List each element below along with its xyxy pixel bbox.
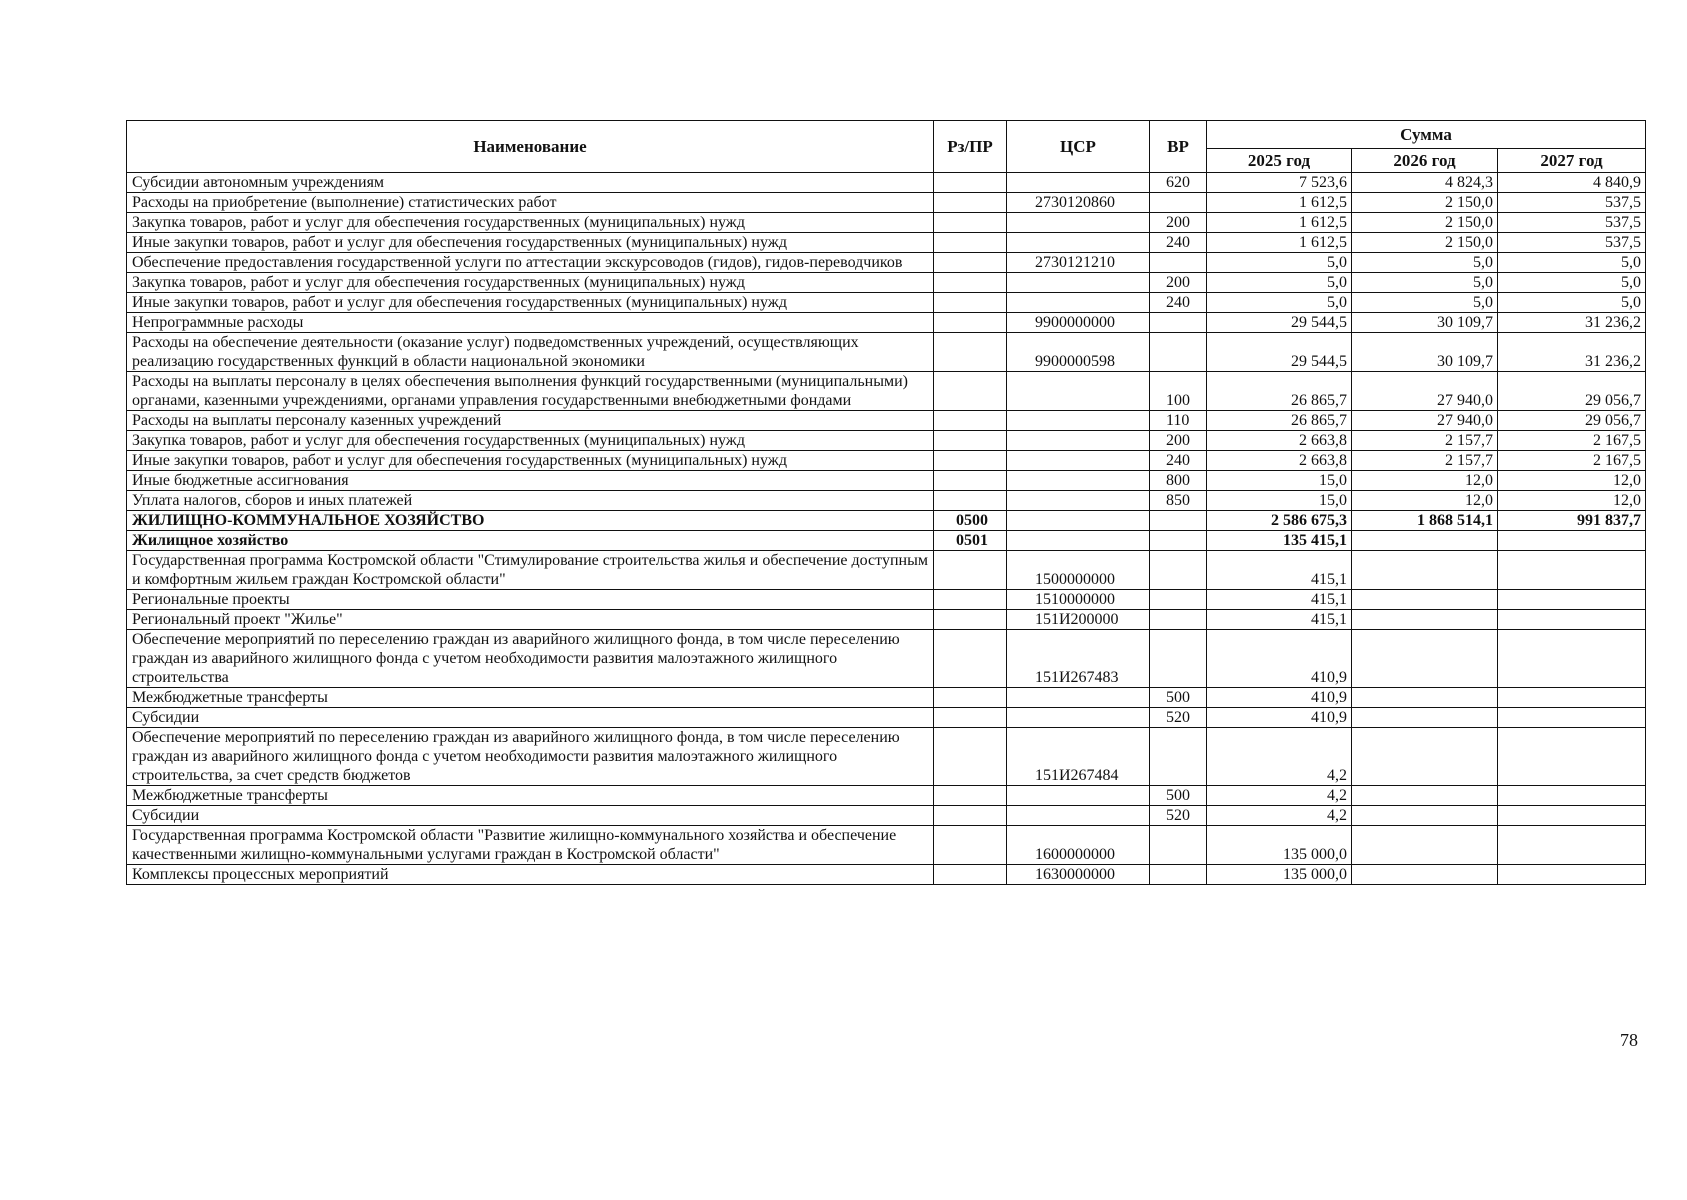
cell-2026 [1352, 806, 1498, 826]
cell-rzpr [934, 333, 1007, 372]
cell-rzpr [934, 193, 1007, 213]
cell-2027 [1498, 728, 1646, 786]
cell-name: Обеспечение мероприятий по переселению граждан из аварийного жилищного фонда, в том числе переселению граждан из аварийного жилищного фонда с учетом необходимости развития малоэтажного жилищного строительства [127, 630, 934, 688]
cell-2025: 1 612,5 [1207, 233, 1352, 253]
cell-name: Обеспечение предоставления государственной услуги по аттестации экскурсоводов (гидов), гидов-переводчиков [127, 253, 934, 273]
cell-2025: 5,0 [1207, 253, 1352, 273]
cell-csr [1007, 293, 1150, 313]
cell-2025: 4,2 [1207, 806, 1352, 826]
cell-2026 [1352, 551, 1498, 590]
page-number: 78 [1620, 1030, 1638, 1050]
cell-rzpr [934, 630, 1007, 688]
cell-name: Субсидии автономным учреждениям [127, 173, 934, 193]
cell-vr [1150, 193, 1207, 213]
cell-2027: 5,0 [1498, 253, 1646, 273]
cell-2026 [1352, 708, 1498, 728]
cell-2026: 30 109,7 [1352, 333, 1498, 372]
cell-2027 [1498, 630, 1646, 688]
cell-2025: 135 000,0 [1207, 865, 1352, 885]
cell-name: Комплексы процессных мероприятий [127, 865, 934, 885]
table-row [127, 273, 1646, 293]
table-row [127, 213, 1646, 233]
table-row [127, 333, 1646, 372]
cell-vr: 520 [1150, 806, 1207, 826]
cell-name: Региональный проект "Жилье" [127, 610, 934, 630]
cell-2025: 29 544,5 [1207, 313, 1352, 333]
cell-2025: 410,9 [1207, 708, 1352, 728]
cell-name: Иные бюджетные ассигнования [127, 471, 934, 491]
cell-2027 [1498, 708, 1646, 728]
cell-rzpr [934, 173, 1007, 193]
cell-rzpr [934, 688, 1007, 708]
table-row [127, 806, 1646, 826]
cell-2026: 27 940,0 [1352, 372, 1498, 411]
table-row [127, 590, 1646, 610]
cell-2027 [1498, 865, 1646, 885]
cell-2027: 537,5 [1498, 233, 1646, 253]
cell-2025: 415,1 [1207, 551, 1352, 590]
table-body [127, 173, 1646, 885]
table-row [127, 728, 1646, 786]
cell-2026: 2 157,7 [1352, 431, 1498, 451]
cell-name: ЖИЛИЩНО-КОММУНАЛЬНОЕ ХОЗЯЙСТВО [127, 511, 934, 531]
table-row [127, 491, 1646, 511]
cell-name: Государственная программа Костромской области "Стимулирование строительства жилья и обеспечение доступным и комфортным жильем граждан Костромской области" [127, 551, 934, 590]
cell-csr [1007, 431, 1150, 451]
cell-rzpr [934, 551, 1007, 590]
cell-2026: 2 150,0 [1352, 233, 1498, 253]
table-row [127, 688, 1646, 708]
cell-2027: 29 056,7 [1498, 372, 1646, 411]
cell-name: Региональные проекты [127, 590, 934, 610]
cell-vr: 850 [1150, 491, 1207, 511]
cell-rzpr [934, 233, 1007, 253]
table-row [127, 511, 1646, 531]
cell-vr [1150, 511, 1207, 531]
cell-name: Закупка товаров, работ и услуг для обеспечения государственных (муниципальных) нужд [127, 213, 934, 233]
cell-csr [1007, 688, 1150, 708]
cell-name: Закупка товаров, работ и услуг для обеспечения государственных (муниципальных) нужд [127, 273, 934, 293]
cell-rzpr [934, 293, 1007, 313]
cell-2026 [1352, 531, 1498, 551]
cell-csr [1007, 531, 1150, 551]
cell-2027: 2 167,5 [1498, 451, 1646, 471]
cell-name: Непрограммные расходы [127, 313, 934, 333]
cell-2025: 1 612,5 [1207, 213, 1352, 233]
cell-2027: 991 837,7 [1498, 511, 1646, 531]
cell-name: Субсидии [127, 708, 934, 728]
cell-vr: 200 [1150, 273, 1207, 293]
cell-rzpr: 0500 [934, 511, 1007, 531]
table-row [127, 826, 1646, 865]
table-row [127, 471, 1646, 491]
cell-2026: 2 157,7 [1352, 451, 1498, 471]
cell-rzpr [934, 431, 1007, 451]
cell-2027 [1498, 590, 1646, 610]
cell-rzpr [934, 590, 1007, 610]
cell-rzpr [934, 451, 1007, 471]
cell-csr [1007, 451, 1150, 471]
cell-vr [1150, 610, 1207, 630]
table-row [127, 610, 1646, 630]
cell-rzpr [934, 273, 1007, 293]
cell-name: Жилищное хозяйство [127, 531, 934, 551]
cell-2025: 5,0 [1207, 273, 1352, 293]
table-row [127, 173, 1646, 193]
cell-rzpr [934, 213, 1007, 233]
cell-csr: 151И267483 [1007, 630, 1150, 688]
cell-rzpr: 0501 [934, 531, 1007, 551]
cell-2027 [1498, 551, 1646, 590]
cell-csr [1007, 786, 1150, 806]
table-row [127, 313, 1646, 333]
cell-2026 [1352, 728, 1498, 786]
cell-rzpr [934, 313, 1007, 333]
table-row [127, 193, 1646, 213]
cell-2025: 410,9 [1207, 688, 1352, 708]
cell-rzpr [934, 610, 1007, 630]
cell-2026: 30 109,7 [1352, 313, 1498, 333]
cell-2027: 31 236,2 [1498, 313, 1646, 333]
cell-vr: 240 [1150, 451, 1207, 471]
cell-2026 [1352, 826, 1498, 865]
cell-vr: 520 [1150, 708, 1207, 728]
cell-vr: 110 [1150, 411, 1207, 431]
cell-2026: 2 150,0 [1352, 213, 1498, 233]
cell-2026: 12,0 [1352, 471, 1498, 491]
cell-vr [1150, 531, 1207, 551]
header-year-2027: 2027 год [1498, 149, 1646, 173]
cell-csr [1007, 372, 1150, 411]
table-row [127, 372, 1646, 411]
cell-2025: 7 523,6 [1207, 173, 1352, 193]
cell-2025: 415,1 [1207, 590, 1352, 610]
cell-rzpr [934, 708, 1007, 728]
cell-csr: 2730120860 [1007, 193, 1150, 213]
header-year-2025: 2025 год [1207, 149, 1352, 173]
cell-name: Расходы на выплаты персоналу в целях обеспечения выполнения функций государственными (муниципальными) органами, казенными учреждениями, органами управления государственными внебюджетными фондами [127, 372, 934, 411]
cell-2025: 135 000,0 [1207, 826, 1352, 865]
cell-2027: 29 056,7 [1498, 411, 1646, 431]
table-row [127, 708, 1646, 728]
cell-name: Расходы на выплаты персоналу казенных учреждений [127, 411, 934, 431]
cell-csr [1007, 511, 1150, 531]
cell-csr: 1510000000 [1007, 590, 1150, 610]
cell-2026: 4 824,3 [1352, 173, 1498, 193]
cell-2027 [1498, 688, 1646, 708]
cell-rzpr [934, 865, 1007, 885]
cell-csr [1007, 491, 1150, 511]
header-name: Наименование [127, 121, 934, 173]
cell-2026: 5,0 [1352, 253, 1498, 273]
cell-2026: 1 868 514,1 [1352, 511, 1498, 531]
cell-rzpr [934, 786, 1007, 806]
cell-name: Обеспечение мероприятий по переселению граждан из аварийного жилищного фонда, в том числе переселению граждан из аварийного жилищного фонда с учетом необходимости развития малоэтажного жилищного строительства, за счет средств бюджетов [127, 728, 934, 786]
cell-rzpr [934, 372, 1007, 411]
cell-2026: 12,0 [1352, 491, 1498, 511]
cell-name: Расходы на приобретение (выполнение) статистических работ [127, 193, 934, 213]
table-row [127, 551, 1646, 590]
cell-name: Уплата налогов, сборов и иных платежей [127, 491, 934, 511]
table-row [127, 293, 1646, 313]
cell-2027 [1498, 531, 1646, 551]
cell-vr: 100 [1150, 372, 1207, 411]
header-rzpr: Рз/ПР [934, 121, 1007, 173]
table-row [127, 865, 1646, 885]
table-row [127, 531, 1646, 551]
cell-vr [1150, 728, 1207, 786]
cell-vr [1150, 826, 1207, 865]
cell-vr [1150, 253, 1207, 273]
budget-table [126, 120, 1646, 885]
cell-vr: 200 [1150, 213, 1207, 233]
cell-vr [1150, 865, 1207, 885]
cell-csr: 1500000000 [1007, 551, 1150, 590]
cell-2025: 2 586 675,3 [1207, 511, 1352, 531]
cell-csr: 151И267484 [1007, 728, 1150, 786]
cell-vr: 500 [1150, 688, 1207, 708]
cell-rzpr [934, 411, 1007, 431]
cell-name: Иные закупки товаров, работ и услуг для обеспечения государственных (муниципальных) нужд [127, 451, 934, 471]
table-row [127, 253, 1646, 273]
cell-rzpr [934, 826, 1007, 865]
cell-name: Субсидии [127, 806, 934, 826]
table-row [127, 451, 1646, 471]
cell-2025: 29 544,5 [1207, 333, 1352, 372]
cell-2026 [1352, 786, 1498, 806]
cell-name: Расходы на обеспечение деятельности (оказание услуг) подведомственных учреждений, осуществляющих реализацию государственных функций в области национальной экономики [127, 333, 934, 372]
cell-2027 [1498, 806, 1646, 826]
cell-rzpr [934, 253, 1007, 273]
cell-2027: 12,0 [1498, 471, 1646, 491]
cell-csr [1007, 273, 1150, 293]
cell-csr: 1630000000 [1007, 865, 1150, 885]
cell-2026 [1352, 865, 1498, 885]
cell-vr [1150, 333, 1207, 372]
cell-csr [1007, 471, 1150, 491]
cell-2025: 15,0 [1207, 471, 1352, 491]
cell-rzpr [934, 491, 1007, 511]
cell-2027: 4 840,9 [1498, 173, 1646, 193]
cell-2027: 5,0 [1498, 273, 1646, 293]
table-header [127, 121, 1646, 173]
cell-rzpr [934, 728, 1007, 786]
cell-name: Иные закупки товаров, работ и услуг для обеспечения государственных (муниципальных) нужд [127, 233, 934, 253]
cell-2025: 5,0 [1207, 293, 1352, 313]
table-row [127, 630, 1646, 688]
cell-2027: 537,5 [1498, 213, 1646, 233]
cell-2026: 2 150,0 [1352, 193, 1498, 213]
cell-csr: 2730121210 [1007, 253, 1150, 273]
cell-name: Межбюджетные трансферты [127, 786, 934, 806]
table-row [127, 233, 1646, 253]
cell-2026: 27 940,0 [1352, 411, 1498, 431]
header-vr: ВР [1150, 121, 1207, 173]
cell-csr: 1600000000 [1007, 826, 1150, 865]
cell-vr: 500 [1150, 786, 1207, 806]
cell-2025: 135 415,1 [1207, 531, 1352, 551]
cell-vr [1150, 590, 1207, 610]
cell-2026: 5,0 [1352, 293, 1498, 313]
header-csr: ЦСР [1007, 121, 1150, 173]
cell-csr [1007, 708, 1150, 728]
cell-2026 [1352, 610, 1498, 630]
cell-rzpr [934, 806, 1007, 826]
table-row [127, 786, 1646, 806]
cell-name: Государственная программа Костромской области "Развитие жилищно-коммунального хозяйства и обеспечение качественными жилищно-коммунальными услугами граждан в Костромской области" [127, 826, 934, 865]
cell-2027: 5,0 [1498, 293, 1646, 313]
cell-2026: 5,0 [1352, 273, 1498, 293]
cell-2025: 2 663,8 [1207, 451, 1352, 471]
table-row [127, 411, 1646, 431]
cell-2026 [1352, 688, 1498, 708]
cell-csr [1007, 806, 1150, 826]
header-year-2026: 2026 год [1352, 149, 1498, 173]
cell-2025: 4,2 [1207, 786, 1352, 806]
cell-vr: 240 [1150, 233, 1207, 253]
cell-2025: 26 865,7 [1207, 411, 1352, 431]
cell-2025: 4,2 [1207, 728, 1352, 786]
cell-vr: 200 [1150, 431, 1207, 451]
cell-2025: 26 865,7 [1207, 372, 1352, 411]
cell-2025: 2 663,8 [1207, 431, 1352, 451]
cell-vr: 620 [1150, 173, 1207, 193]
cell-csr [1007, 213, 1150, 233]
cell-vr [1150, 630, 1207, 688]
cell-2027 [1498, 826, 1646, 865]
cell-csr: 151И200000 [1007, 610, 1150, 630]
cell-2027: 537,5 [1498, 193, 1646, 213]
cell-name: Иные закупки товаров, работ и услуг для обеспечения государственных (муниципальных) нужд [127, 293, 934, 313]
cell-name: Закупка товаров, работ и услуг для обеспечения государственных (муниципальных) нужд [127, 431, 934, 451]
cell-vr [1150, 551, 1207, 590]
cell-2027 [1498, 786, 1646, 806]
cell-csr [1007, 173, 1150, 193]
cell-2025: 1 612,5 [1207, 193, 1352, 213]
cell-vr: 800 [1150, 471, 1207, 491]
cell-vr: 240 [1150, 293, 1207, 313]
cell-rzpr [934, 471, 1007, 491]
table-row [127, 431, 1646, 451]
cell-2026 [1352, 590, 1498, 610]
cell-2025: 415,1 [1207, 610, 1352, 630]
cell-2025: 410,9 [1207, 630, 1352, 688]
cell-vr [1150, 313, 1207, 333]
cell-2027: 2 167,5 [1498, 431, 1646, 451]
cell-csr [1007, 411, 1150, 431]
cell-name: Межбюджетные трансферты [127, 688, 934, 708]
cell-2027 [1498, 610, 1646, 630]
cell-csr [1007, 233, 1150, 253]
cell-2027: 12,0 [1498, 491, 1646, 511]
header-sum: Сумма [1207, 121, 1646, 149]
cell-2026 [1352, 630, 1498, 688]
cell-csr: 9900000000 [1007, 313, 1150, 333]
cell-2025: 15,0 [1207, 491, 1352, 511]
cell-csr: 9900000598 [1007, 333, 1150, 372]
cell-2027: 31 236,2 [1498, 333, 1646, 372]
